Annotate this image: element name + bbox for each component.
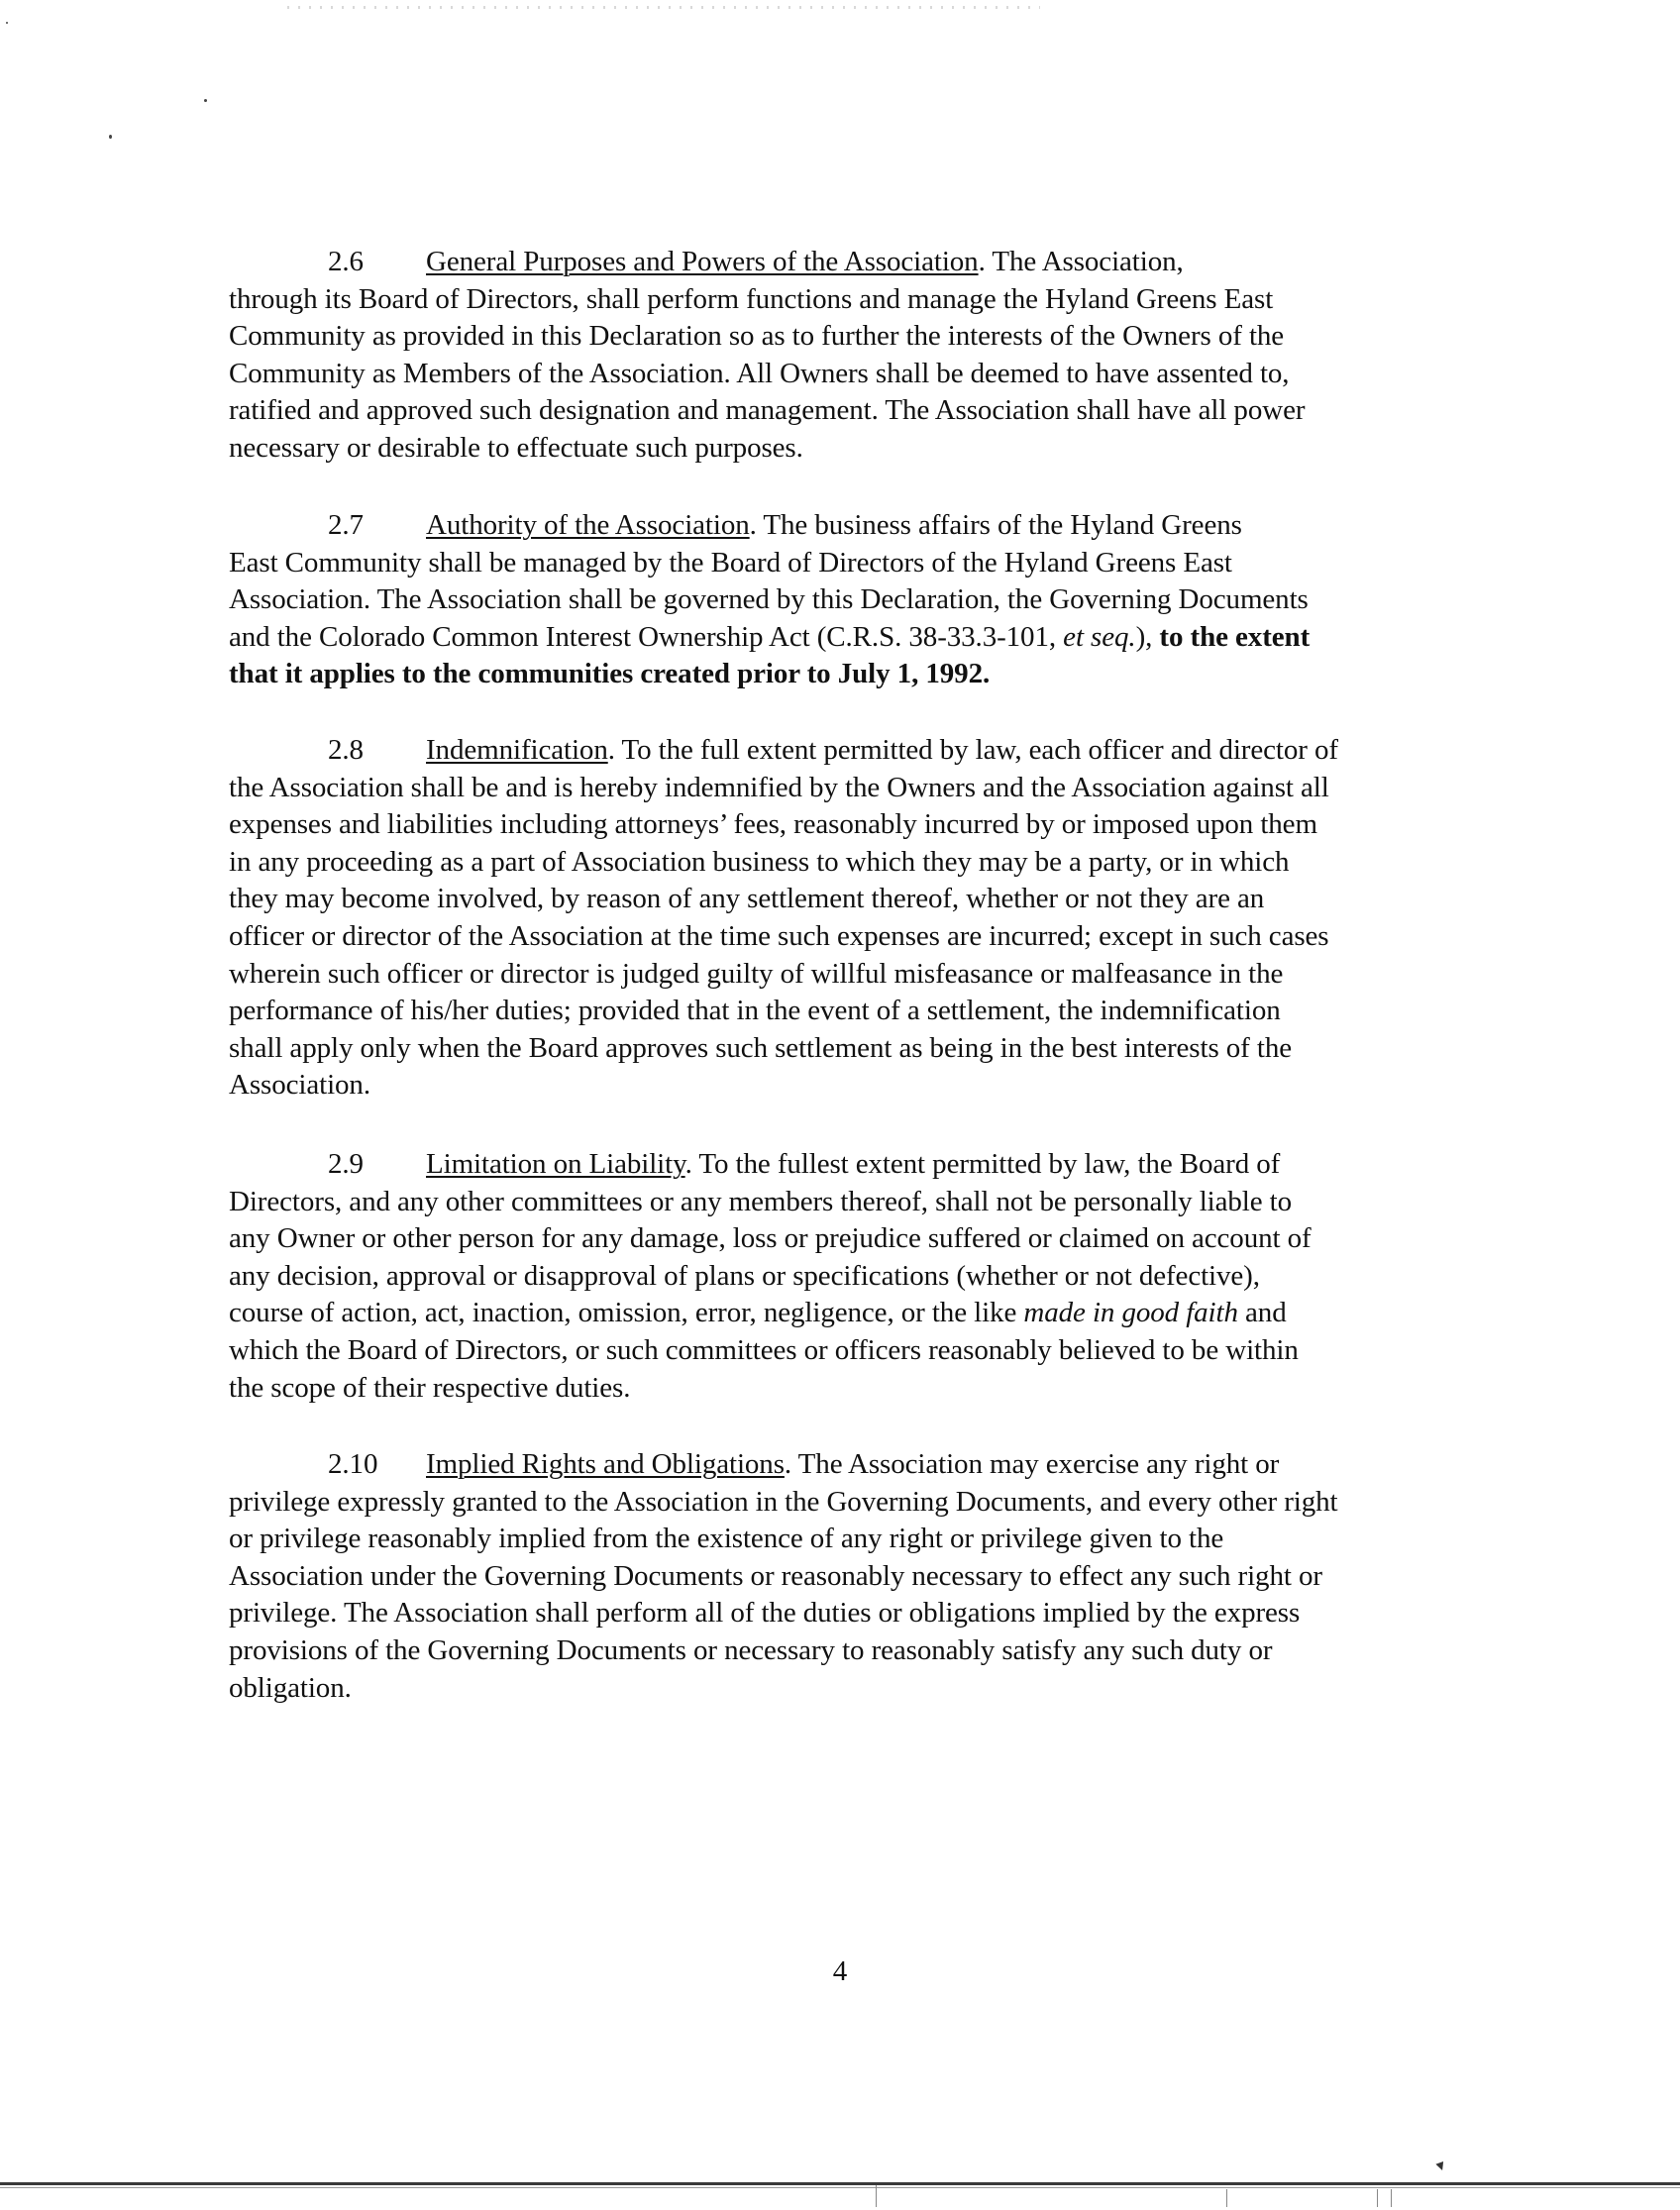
scan-artifact-top <box>287 6 1040 9</box>
italic-text: et seq. <box>1063 620 1136 653</box>
body-text: ), <box>1135 620 1160 653</box>
body-line: necessary or desirable to effectuate such purposes. <box>229 431 803 464</box>
scan-mark: ▼ <box>1431 2157 1450 2176</box>
body-text: and <box>1237 1297 1287 1329</box>
section-first-line <box>229 1446 1517 1484</box>
bottom-rule <box>0 2182 1680 2185</box>
body-text: . The Association, <box>978 246 1184 277</box>
body-line: ratified and approved such designation and management. The Association shall have all power <box>229 394 1306 427</box>
section-2-9 <box>229 1146 1517 1407</box>
body-text: . To the fullest extent permitted by law, the Board of <box>684 1148 1281 1180</box>
section-number: 2.10 <box>328 1448 378 1480</box>
body-line <box>229 619 1517 657</box>
body-line: the scope of their respective duties. <box>229 1371 631 1404</box>
body-line: Community as provided in this Declaration so as to further the interests of the Owners of the <box>229 320 1285 353</box>
scan-tick <box>1226 2189 1227 2207</box>
body-line: expenses and liabilities including attorneys’ fees, reasonably incurred by or imposed upon them <box>229 808 1317 841</box>
scan-tick <box>1377 2189 1378 2207</box>
section-first-line <box>229 732 1517 770</box>
body-line: Association. The Association shall be governed by this Declaration, the Governing Documents <box>229 583 1309 616</box>
italic-text: made in good faith <box>1023 1297 1238 1329</box>
body-line: Community as Members of the Association. All Owners shall be deemed to have assented to, <box>229 357 1290 389</box>
section-heading: Authority of the Association <box>426 509 750 541</box>
body-line: East Community shall be managed by the Board of Directors of the Hyland Greens East <box>229 546 1232 579</box>
body-line: privilege. The Association shall perform all of the duties or obligations implied by the express <box>229 1597 1301 1630</box>
section-heading: Implied Rights and Obligations <box>426 1448 785 1480</box>
body-line: shall apply only when the Board approves such settlement as being in the best interests of the <box>229 1031 1293 1064</box>
body-text: . The Association may exercise any right or <box>784 1448 1280 1480</box>
body-line: wherein such officer or director is judged guilty of willful misfeasance or malfeasance in the <box>229 957 1284 990</box>
body-text: course of action, act, inaction, omission, error, negligence, or the like <box>229 1297 1024 1329</box>
body-line: Association under the Governing Documents or reasonably necessary to effect any such right or <box>229 1559 1322 1592</box>
section-first-line <box>229 1146 1517 1184</box>
scan-tick <box>1391 2189 1392 2207</box>
scan-speck <box>6 22 8 24</box>
bottom-rule-shadow <box>0 2187 1680 2188</box>
bold-line: that it applies to the communities created prior to July 1, 1992. <box>229 658 991 690</box>
body-line: they may become involved, by reason of any settlement thereof, whether or not they are an <box>229 883 1265 915</box>
body-line: any decision, approval or disapproval of plans or specifications (whether or not defective), <box>229 1259 1260 1292</box>
body-line: provisions of the Governing Documents or necessary to reasonably satisfy any such duty or <box>229 1633 1273 1666</box>
body-line: privilege expressly granted to the Association in the Governing Documents, and every other right <box>229 1485 1338 1518</box>
section-first-line <box>229 507 1517 545</box>
scan-speck <box>204 99 207 102</box>
body-line: Association. <box>229 1069 370 1102</box>
body-line: in any proceeding as a part of Association business to which they may be a party, or in which <box>229 845 1290 878</box>
scan-speck <box>109 135 112 139</box>
section-2-7 <box>229 507 1517 693</box>
section-heading: General Purposes and Powers of the Association <box>426 246 979 277</box>
section-number: 2.8 <box>328 734 364 766</box>
bold-text: to the extent <box>1159 620 1311 653</box>
body-text: and the Colorado Common Interest Ownership Act (C.R.S. 38-33.3-101, <box>229 620 1064 653</box>
section-heading: Indemnification <box>426 734 608 766</box>
section-2-8 <box>229 732 1517 1105</box>
body-line: through its Board of Directors, shall perform functions and manage the Hyland Greens East <box>229 282 1274 315</box>
body-line: or privilege reasonably implied from the existence of any right or privilege given to the <box>229 1523 1224 1555</box>
section-number: 2.9 <box>328 1148 364 1180</box>
body-line: obligation. <box>229 1671 352 1704</box>
body-line <box>229 1295 1517 1332</box>
body-line: any Owner or other person for any damage, loss or prejudice suffered or claimed on account of <box>229 1222 1312 1255</box>
body-text: . The business affairs of the Hyland Greens <box>749 509 1242 541</box>
page-number: 4 <box>832 1955 848 1987</box>
body-text: . To the full extent permitted by law, each officer and director of <box>607 734 1338 766</box>
section-number: 2.7 <box>328 509 364 541</box>
section-heading: Limitation on Liability <box>426 1148 685 1180</box>
body-line: which the Board of Directors, or such committees or officers reasonably believed to be within <box>229 1333 1299 1366</box>
body-line: performance of his/her duties; provided that in the event of a settlement, the indemnification <box>229 995 1281 1027</box>
section-2-10 <box>229 1446 1517 1707</box>
scan-tick <box>876 2185 877 2207</box>
section-number: 2.6 <box>328 246 364 277</box>
body-line: officer or director of the Association at the time such expenses are incurred; except in such cases <box>229 919 1329 952</box>
section-first-line <box>229 244 1517 281</box>
section-2-6 <box>229 244 1517 468</box>
body-line: Directors, and any other committees or any members thereof, shall not be personally liable to <box>229 1185 1293 1217</box>
body-line: the Association shall be and is hereby indemnified by the Owners and the Association against all <box>229 771 1329 803</box>
